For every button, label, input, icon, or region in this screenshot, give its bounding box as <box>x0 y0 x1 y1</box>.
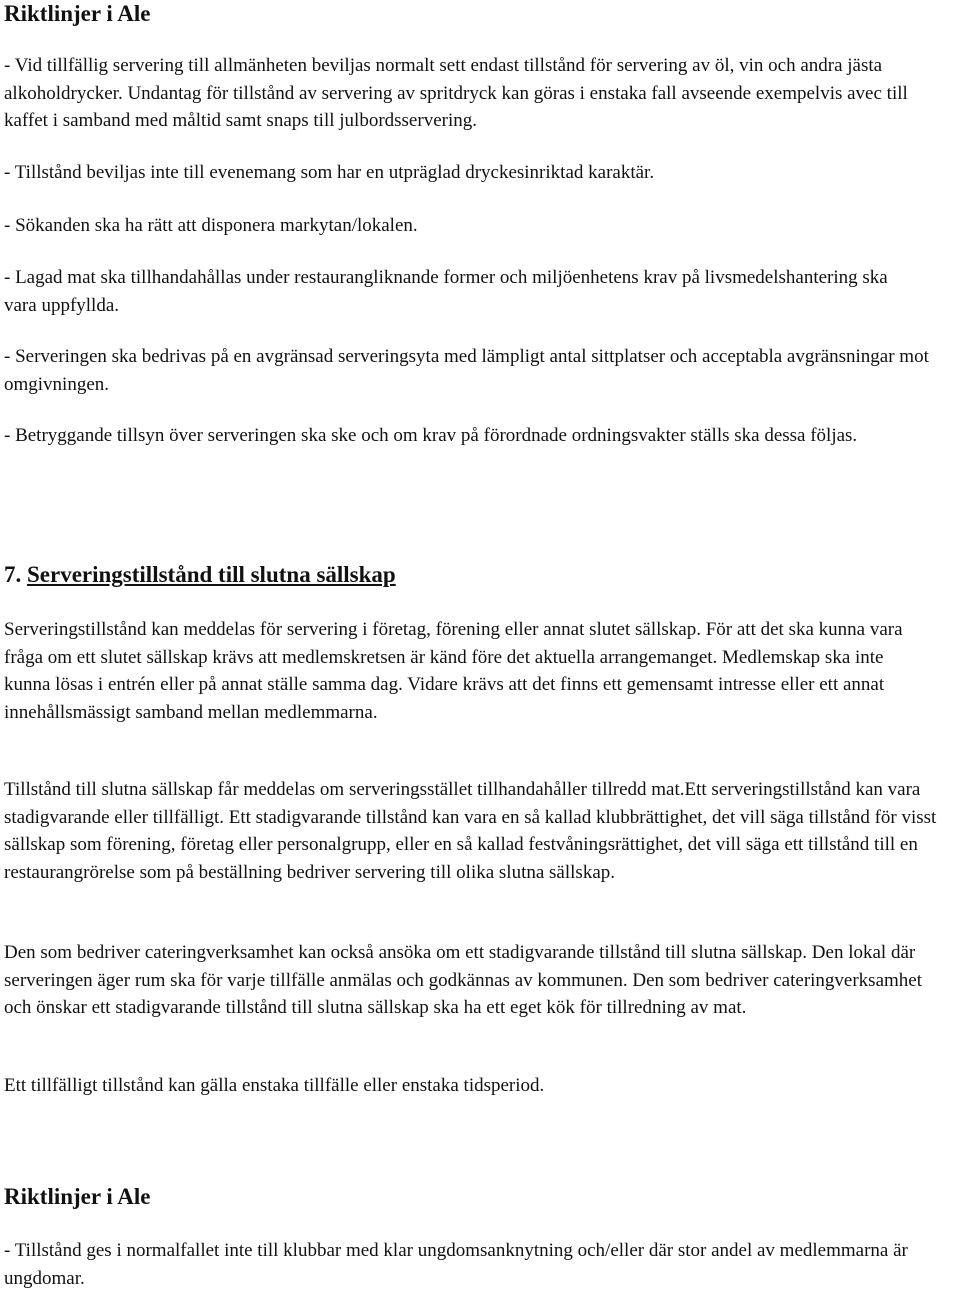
guideline-paragraph: - Vid tillfällig servering till allmänheten beviljas normalt sett endast tillstånd för servering av öl, vin och andra jästa alkoholdrycker. Undantag för tillstånd av servering av spritdryck kan göras i enstaka fall avseende exempelvis avec till kaffet i samband med måltid samt snaps till julbordsservering. <box>4 55 908 131</box>
section-paragraph: Den som bedriver cateringverksamhet kan också ansöka om ett stadigvarande tillstånd till slutna sällskap. Den lokal där serveringen äger rum ska för varje tillfälle anmälas och godkännas av kommunen. Den som bedriver cateringverksamhet och önskar ett stadigvarande tillstånd till slutna sällskap ska ha ett eget kök för tillredning av mat. <box>4 942 923 1018</box>
section-paragraph: Ett tillfälligt tillstånd kan gälla enstaka tillfälle eller enstaka tidsperiod. <box>4 1075 545 1096</box>
section-title: Serveringstillstånd till slutna sällskap <box>27 562 396 587</box>
section-number: 7. <box>4 562 22 587</box>
guideline-paragraph: - Lagad mat ska tillhandahållas under restaurangliknande former och miljöenhetens krav på livsmedelshantering ska vara uppfyllda. <box>4 267 888 316</box>
guideline-paragraph: - Serveringen ska bedrivas på en avgränsad serveringsyta med lämpligt antal sittplatser och acceptabla avgränsningar mot omgivningen. <box>4 346 929 395</box>
guideline-paragraph: - Sökanden ska ha rätt att disponera markytan/lokalen. <box>4 215 418 236</box>
guideline-paragraph: - Betryggande tillsyn över serveringen ska ske och om krav på förordnade ordningsvakter ställs ska dessa följas. <box>4 425 858 446</box>
section-paragraph: Serveringstillstånd kan meddelas för servering i företag, förening eller annat slutet sällskap. För att det ska kunna vara fråga om ett slutet sällskap krävs att medlemskretsen är känd före det aktuella arrangemanget. Medlemskap ska inte kunna lösas i entrén eller på annat ställe samma dag. Vidare krävs att det finns ett gemensamt intresse eller ett annat innehållsmässigt samband mellan medlemmarna. <box>4 619 903 723</box>
guideline-paragraph: - Tillstånd ges i normalfallet inte till klubbar med klar ungdomsanknytning och/eller där stor andel av medlemmarna är ungdomar. <box>4 1240 908 1289</box>
guidelines-heading: Riktlinjer i Ale <box>4 1 151 26</box>
guidelines-heading: Riktlinjer i Ale <box>4 1184 151 1209</box>
section-paragraph: Tillstånd till slutna sällskap får meddelas om serveringsstället tillhandahåller tillredd mat.Ett serveringstillstånd kan vara stadigvarande eller tillfälligt. Ett stadigvarande tillstånd kan vara en så kallad klubbrättighet, det vill säga tillstånd för visst sällskap som förening, företag eller personalgrupp, eller en så kallad festvåningsrättighet, det vill säga ett tillstånd till en restaurangrörelse som på beställning bedriver servering till olika slutna sällskap. <box>4 779 937 883</box>
guideline-paragraph: - Tillstånd beviljas inte till evenemang som har en utpräglad dryckesinriktad karaktär. <box>4 162 655 183</box>
section-heading <box>4 561 396 588</box>
